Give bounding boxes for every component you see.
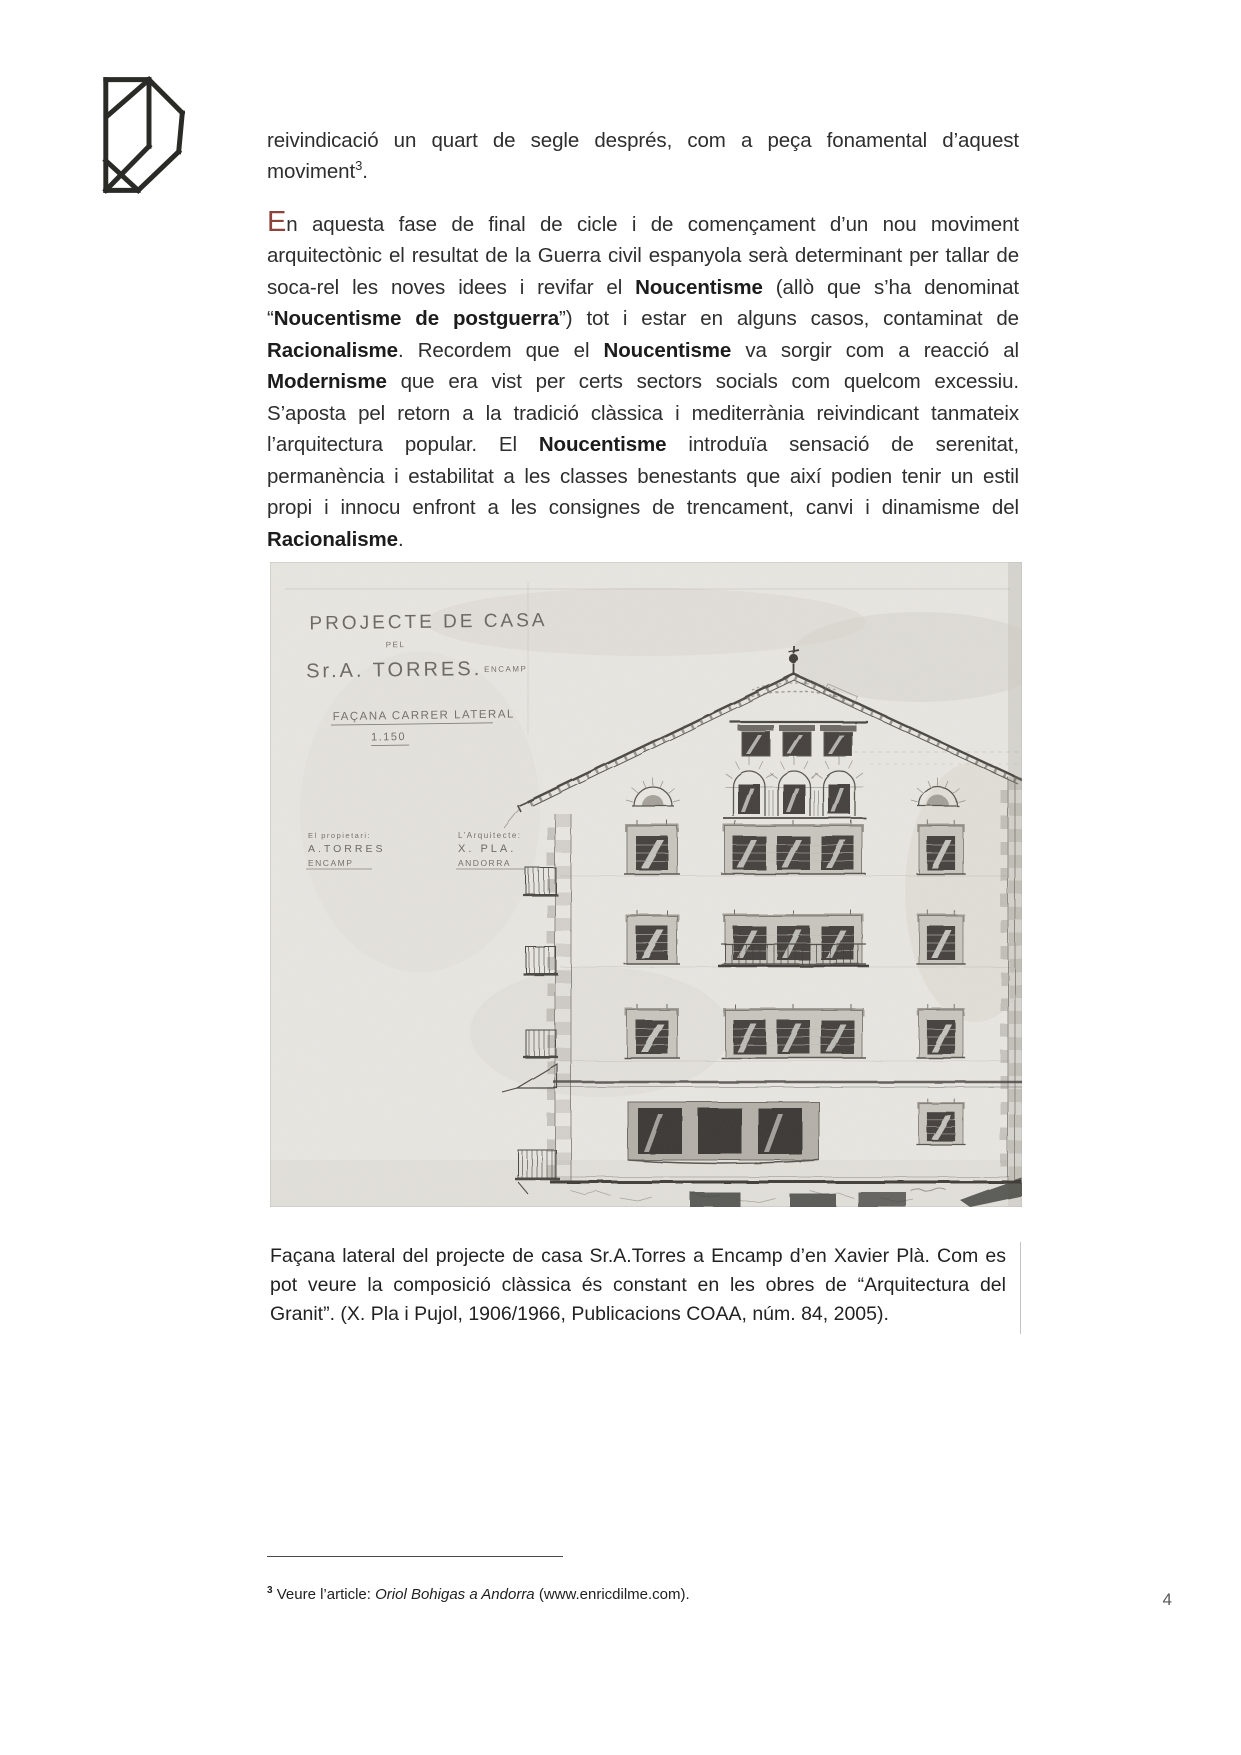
footnote-text: Veure l’article: bbox=[276, 1586, 376, 1603]
paragraph-text: reivindicació un quart de segle després, com a peça fonamental d’aquest moviment bbox=[267, 128, 1019, 183]
facade-drawing-figure bbox=[270, 562, 1022, 1207]
paragraph-main bbox=[267, 207, 1019, 556]
page-number: 4 bbox=[1162, 1590, 1172, 1609]
footnote bbox=[267, 1580, 987, 1605]
footnote-url: (www.enricdilme.com). bbox=[534, 1586, 690, 1603]
paper-grain bbox=[270, 562, 1022, 1207]
figure-caption: Façana lateral del projecte de casa Sr.A.Torres a Encamp d’en Xavier Plà. Com es pot veure la composició clàssica és constant en les obres de “Arquitectura del Granit”. (X. Pla i Pujol, 1906/1966, Publicacions COAA, núm. 84, 2005). bbox=[270, 1242, 1021, 1334]
paragraph-period: . bbox=[362, 160, 368, 183]
footnote-article-title: Oriol Bohigas a Andorra bbox=[375, 1586, 535, 1603]
footnote-marker: 3 bbox=[267, 1585, 273, 1596]
drop-cap: E bbox=[267, 205, 287, 238]
geometric-d-logo bbox=[95, 73, 185, 197]
facade-drawing bbox=[270, 562, 1022, 1207]
paragraph-rich-text: n aquesta fase de final de cicle i de començament d’un nou moviment arquitectònic el resultat de la Guerra civil espanyola serà determinant per tallar de soca-rel les noves idees i revifar el Noucentisme (allò que s’ha denominat “Noucentisme de postguerra”) tot i estar en alguns casos, contaminat de Racionalisme. Recordem que el Noucentisme va sorgir com a reacció al Modernisme que era vist per certs sectors socials com quelcom excessiu. S’aposta pel retorn a la tradició clàssica i mediterrània reivindicant tanmateix l’arquitectura popular. El Noucentisme introduïa sensació de serenitat, permanència i estabilitat a les classes benestants que així podien tenir un estil propi i innocu enfront a les consignes de trencament, canvi i dinamisme del Racionalisme. bbox=[267, 212, 1019, 551]
footnote-reference: 3 bbox=[355, 158, 363, 174]
paragraph-intro bbox=[267, 125, 1019, 188]
footnote-separator bbox=[267, 1556, 563, 1557]
